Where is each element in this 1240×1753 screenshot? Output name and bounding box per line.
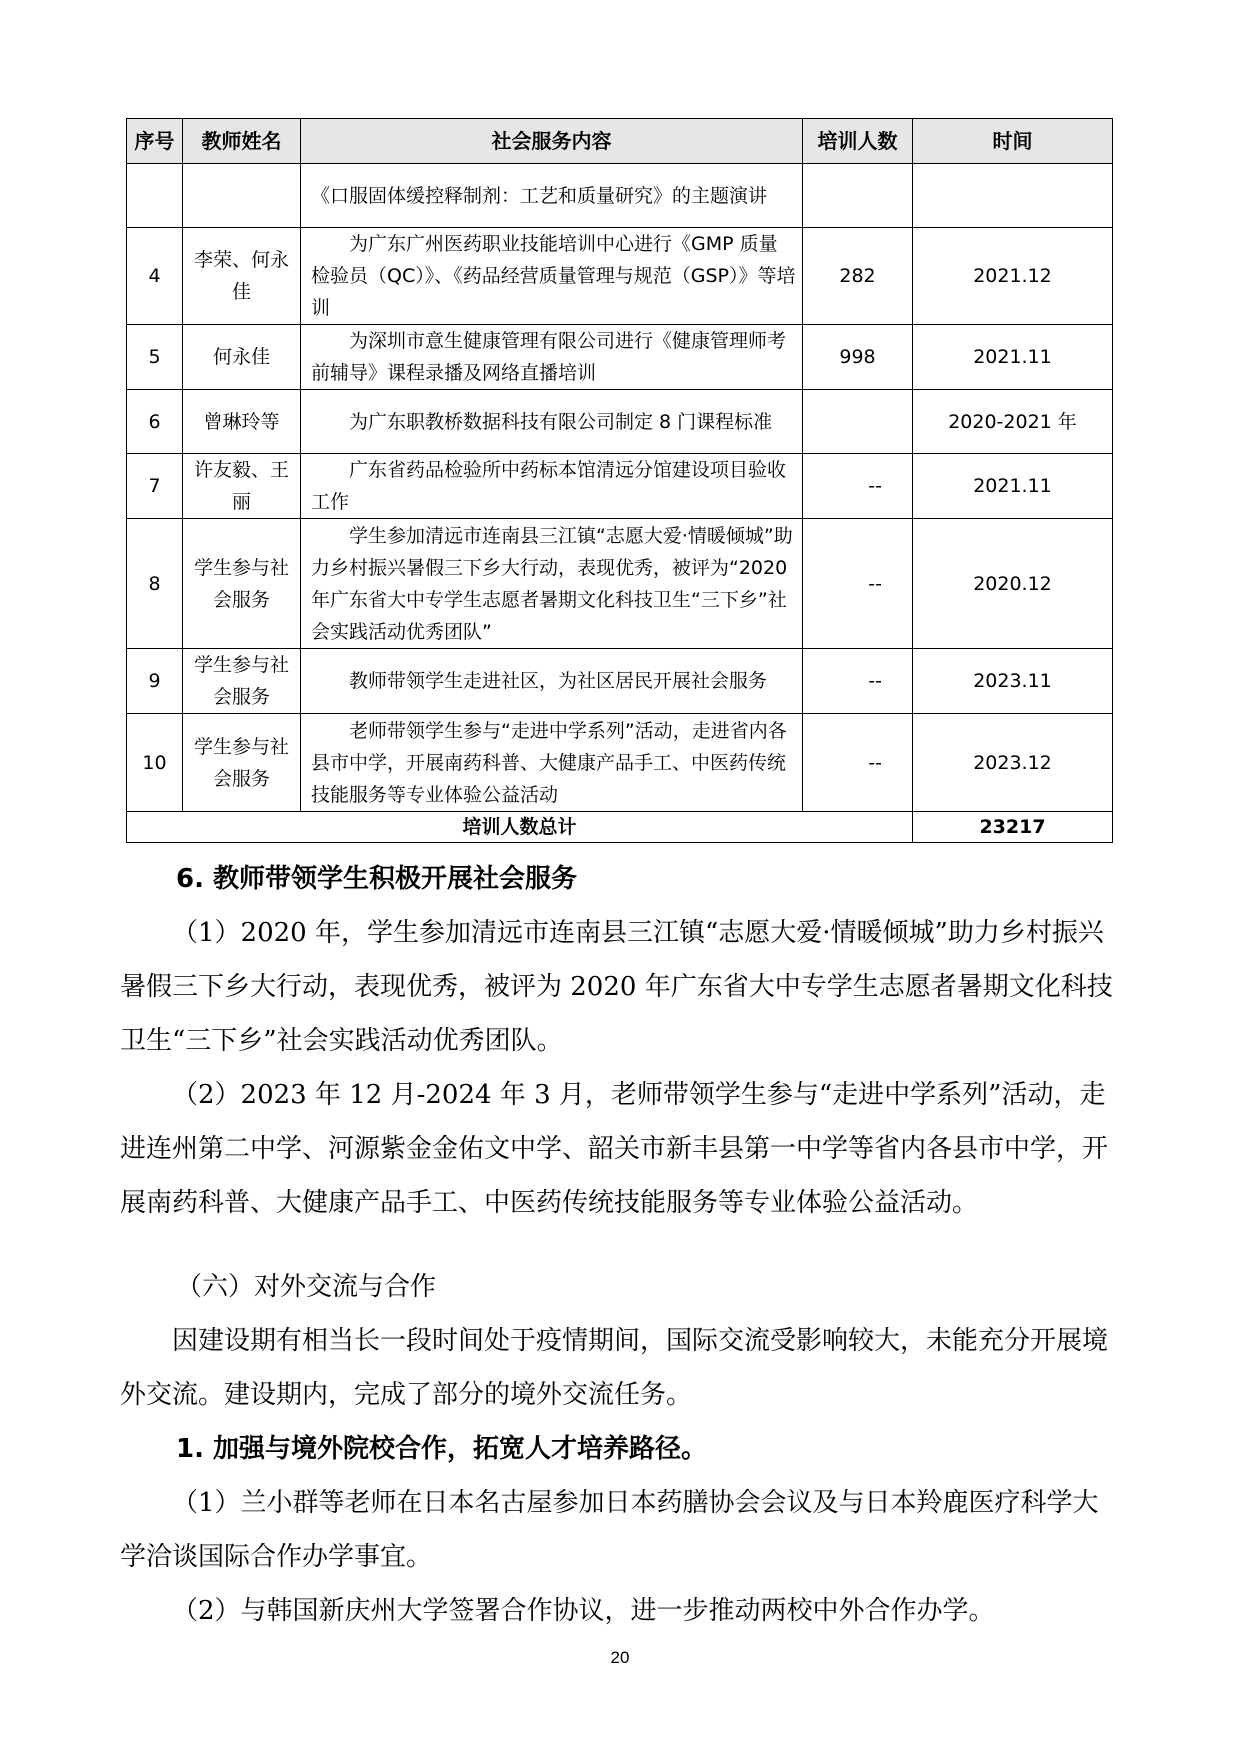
cell-no xyxy=(127,164,183,228)
cell-content xyxy=(301,454,803,519)
header-teacher: 教师姓名 xyxy=(183,119,301,164)
section-vi-heading: （六）对外交流与合作 xyxy=(176,1272,437,1302)
cell-count xyxy=(803,390,913,454)
header-content: 社会服务内容 xyxy=(301,119,803,164)
table-row xyxy=(127,390,1113,454)
table-total-row xyxy=(127,812,1113,843)
social-service-table xyxy=(126,118,1113,843)
table-row xyxy=(127,519,1113,649)
cell-count xyxy=(803,164,913,228)
cell-content xyxy=(301,519,803,649)
cell-no: 7 xyxy=(127,454,183,519)
cell-teacher: 学生参与社会服务 xyxy=(183,714,301,812)
total-value: 23217 xyxy=(913,812,1113,843)
cell-no: 5 xyxy=(127,325,183,390)
cell-time: 2021.11 xyxy=(913,325,1113,390)
table-row xyxy=(127,325,1113,390)
cell-time: 2021.11 xyxy=(913,454,1113,519)
header-time: 时间 xyxy=(913,119,1113,164)
cell-content-text: 《口服固体缓控释制剂：工艺和质量研究》的主题演讲 xyxy=(311,184,768,207)
cell-teacher: 学生参与社会服务 xyxy=(183,649,301,714)
cell-count: -- xyxy=(803,519,913,649)
cell-no: 10 xyxy=(127,714,183,812)
table-row xyxy=(127,164,1113,228)
section-1-heading: 1. 加强与境外院校合作，拓宽人才培养路径。 xyxy=(176,1434,708,1464)
page-number: 20 xyxy=(610,1648,630,1667)
table-row xyxy=(127,714,1113,812)
cell-teacher: 学生参与社会服务 xyxy=(183,519,301,649)
cell-content-text: 老师带领学生参与“走进中学系列”活动，走进省内各县市中学，开展南药科普、大健康产品手工、中医药传统技能服务等专业体验公益活动 xyxy=(311,719,787,806)
cell-time: 2020.12 xyxy=(913,519,1113,649)
cell-no: 8 xyxy=(127,519,183,649)
cell-teacher: 许友毅、王丽 xyxy=(183,454,301,519)
table-row xyxy=(127,649,1113,714)
cell-time: 2020-2021 年 xyxy=(913,390,1113,454)
section-6-paragraph-1: （1）2020 年，学生参加清远市连南县三江镇“志愿大爱·情暖倾城”助力乡村振兴暑假三下乡大行动，表现优秀，被评为 2020 年广东省大中专学生志愿者暑期文化科技卫生“三下乡”社会实践活动优秀团队。 xyxy=(120,918,1113,1056)
table-row xyxy=(127,228,1113,325)
cell-content xyxy=(301,649,803,714)
cell-content xyxy=(301,390,803,454)
cell-content xyxy=(301,325,803,390)
cell-teacher: 李荣、何永佳 xyxy=(183,228,301,325)
cell-count: -- xyxy=(803,649,913,714)
section-6-heading: 6. 教师带领学生积极开展社会服务 xyxy=(176,864,578,894)
section-vi-intro: 因建设期有相当长一段时间处于疫情期间，国际交流受影响较大，未能充分开展境外交流。建设期内，完成了部分的境外交流任务。 xyxy=(120,1326,1109,1410)
cell-content xyxy=(301,228,803,325)
cell-content-text: 为广东职教桥数据科技有限公司制定 8 门课程标准 xyxy=(349,410,773,433)
cell-content-text: 为广东广州医药职业技能培训中心进行《GMP 质量检验员（QC）》、《药品经营质量管理与规范（GSP）》等培训 xyxy=(311,233,796,319)
cell-count: -- xyxy=(803,454,913,519)
cell-teacher: 曾琳玲等 xyxy=(183,390,301,454)
cell-time xyxy=(913,164,1113,228)
cell-time: 2021.12 xyxy=(913,228,1113,325)
cell-count: -- xyxy=(803,714,913,812)
section-1-paragraph-2: （2）与韩国新庆州大学签署合作协议，进一步推动两校中外合作办学。 xyxy=(172,1596,995,1626)
cell-teacher xyxy=(183,164,301,228)
cell-teacher: 何永佳 xyxy=(183,325,301,390)
cell-no: 6 xyxy=(127,390,183,454)
cell-content-text: 教师带领学生走进社区，为社区居民开展社会服务 xyxy=(349,670,768,692)
cell-time: 2023.12 xyxy=(913,714,1113,812)
cell-content xyxy=(301,714,803,812)
cell-content-text: 广东省药品检验所中药标本馆清远分馆建设项目验收工作 xyxy=(311,459,787,513)
cell-content-text: 为深圳市意生健康管理有限公司进行《健康管理师考前辅导》课程录播及网络直播培训 xyxy=(311,330,787,384)
cell-count: 282 xyxy=(803,228,913,325)
header-no: 序号 xyxy=(127,119,183,164)
table-header-row xyxy=(127,119,1113,164)
cell-content xyxy=(301,164,803,228)
section-6-paragraph-2: （2）2023 年 12 月-2024 年 3 月，老师带领学生参与“走进中学系列”活动，走进连州第二中学、河源紫金金佑文中学、韶关市新丰县第一中学等省内各县市中学，开展南药科普、大健康产品手工、中医药传统技能服务等专业体验公益活动。 xyxy=(120,1080,1109,1218)
table-row xyxy=(127,454,1113,519)
cell-no: 9 xyxy=(127,649,183,714)
header-count: 培训人数 xyxy=(803,119,913,164)
cell-time: 2023.11 xyxy=(913,649,1113,714)
total-label: 培训人数总计 xyxy=(127,812,913,843)
cell-count: 998 xyxy=(803,325,913,390)
cell-content-text: 学生参加清远市连南县三江镇“志愿大爱·情暖倾城”助力乡村振兴暑假三下乡大行动，表现优秀，被评为“2020 年广东省大中专学生志愿者暑期文化科技卫生“三下乡”社会实践活动优秀团队” xyxy=(311,524,793,643)
section-1-paragraph-1: （1）兰小群等老师在日本名古屋参加日本药膳协会会议及与日本羚鹿医疗科学大学洽谈国际合作办学事宜。 xyxy=(120,1488,1099,1572)
cell-no: 4 xyxy=(127,228,183,325)
